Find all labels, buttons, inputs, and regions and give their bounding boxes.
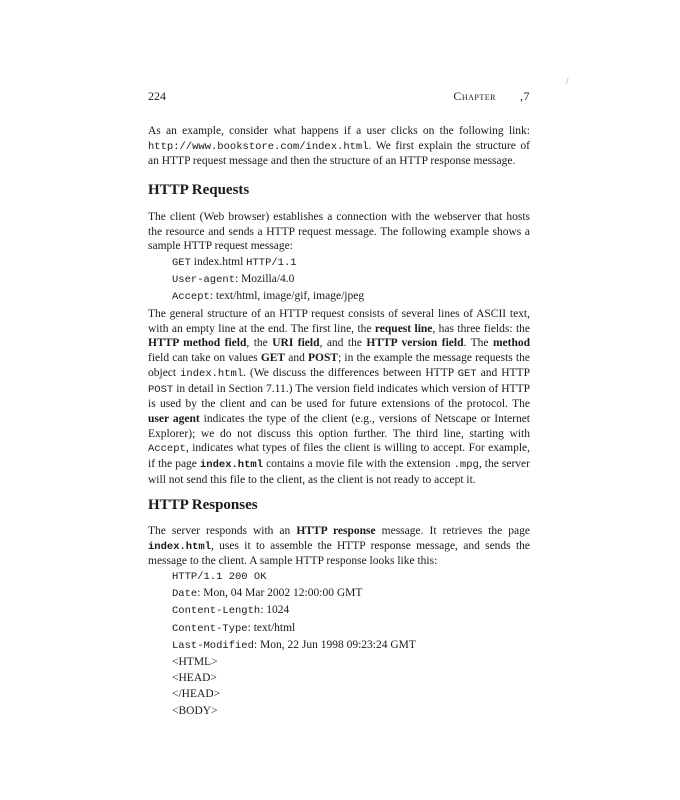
p2-text-aa: contains a movie file with the extension — [263, 458, 454, 471]
intro-paragraph — [148, 124, 530, 169]
code-mpg: .mpg — [453, 459, 479, 472]
chapter-number: ,7 — [520, 89, 530, 103]
last-modified-key: Last-Modified — [172, 639, 254, 652]
p2-text-e: , the — [246, 337, 273, 350]
responses-intro-paragraph — [148, 524, 530, 569]
p2-text-w: indicates the type of the client (e.g., versions of Netscape or Internet Explorer); we do not discuss this option further. The third line, starting with — [148, 412, 531, 440]
intro-text-1: As an example, consider what happens if a user clicks on the following link: — [148, 125, 530, 137]
last-modified-value: : Mon, 22 Jun 1998 09:23:24 GMT — [253, 638, 416, 651]
accept-key: Accept — [172, 291, 210, 304]
user-agent-key: User-agent — [172, 274, 236, 287]
p2-text-k: field can take on values — [148, 352, 261, 365]
term-method: method — [492, 337, 531, 350]
request-path: index.html — [190, 256, 247, 268]
p2-text-s: and HTTP — [476, 366, 530, 379]
p2-text-ac: , the server will not send this file to the client, as the client is not ready to accept it. — [148, 458, 530, 486]
head-open-tag: <HEAD> — [172, 672, 217, 685]
body-open-tag: <BODY> — [172, 704, 218, 717]
resp-text-c: message. It retrieves the page — [375, 525, 530, 537]
page-number: 224 — [148, 89, 166, 103]
p2-text-c: , has three fields: the — [432, 322, 530, 335]
response-status-line: HTTP/1.1 200 OK — [172, 571, 267, 583]
chapter-label — [453, 88, 530, 104]
p2-text-y: , indicates what types of files the client is willing to accept. For example, if the page — [148, 442, 530, 471]
p2-text-g: , and the — [319, 337, 367, 350]
p2-text-u: in detail in Section 7.11.) The version field indicates which version of HTTP is used by the client and can be used for future extensions of the protocol. The — [148, 382, 530, 411]
resp-text-a: The server responds with an — [148, 525, 297, 537]
last-modified-line — [172, 637, 512, 654]
section-heading-requests: HTTP Requests — [148, 182, 250, 198]
user-agent-value: : Mozilla/4.0 — [235, 273, 295, 286]
accept-line — [172, 288, 512, 305]
code-accept: Accept — [148, 443, 186, 456]
p2-text-m: and — [285, 352, 309, 365]
p2-text-i: . The — [463, 337, 493, 350]
content-length-key: Content-Length — [172, 605, 261, 618]
requests-intro-text: The client (Web browser) establishes a connection with the webserver that hosts the resource and sends a HTTP request message. The following example shows a sample HTTP request message: — [148, 211, 530, 253]
term-http-version-field: HTTP version field — [366, 337, 464, 350]
date-line — [172, 585, 512, 602]
content-length-line — [172, 602, 512, 619]
accept-value: : text/html, image/gif, image/jpeg — [209, 290, 365, 303]
example-link: http://www.bookstore.com/index.html — [148, 140, 369, 153]
date-value: : Mon, 04 Mar 2002 12:00:00 GMT — [197, 587, 363, 600]
p2-text-o: ; in the example the message requests the object — [148, 352, 530, 379]
request-version: HTTP/1.1 — [246, 257, 297, 269]
content-type-line — [172, 620, 512, 637]
request-method: GET — [172, 257, 191, 269]
term-http-response: HTTP response — [296, 525, 376, 537]
term-user-agent: user agent — [148, 412, 200, 425]
p2-text-a: The general structure of an HTTP request consists of several lines of ASCII text, with an empty line at the end. The first line, the — [148, 308, 530, 335]
request-structure-paragraph — [148, 307, 530, 487]
requests-intro-paragraph — [148, 210, 530, 254]
user-agent-line — [172, 271, 512, 288]
term-get: GET — [260, 352, 286, 365]
term-post: POST — [308, 352, 339, 365]
p2-text-q: . (We discuss the differences between HTTP — [243, 366, 458, 379]
http-request-example — [172, 254, 512, 306]
resp-text-e: , uses it to assemble the HTTP response message, and sends the message to the client. A sample HTTP response looks like this: — [148, 539, 530, 568]
head-close-tag: </HEAD> — [172, 688, 221, 701]
term-uri-field: URI field — [272, 337, 320, 350]
code-get: GET — [457, 367, 477, 380]
code-post: POST — [148, 383, 174, 396]
term-request-line: request line — [374, 322, 433, 335]
http-response-example — [172, 569, 512, 719]
code-index-html-response: index.html — [148, 540, 212, 553]
code-index-html-bold: index.html — [199, 459, 263, 472]
term-http-method-field: HTTP method field — [148, 337, 247, 350]
intro-text-2: . We first explain the structure of an HTTP request message and then the structure of an HTTP response message. — [148, 139, 530, 168]
html-open-tag: <HTML> — [172, 656, 218, 669]
chapter-word: Chapter — [453, 89, 496, 103]
stray-mark: / — [566, 76, 569, 86]
code-index-html: index.html — [180, 367, 244, 380]
content-type-value: : text/html — [247, 621, 296, 634]
date-key: Date — [172, 588, 198, 601]
request-line — [172, 254, 512, 271]
content-type-key: Content-Type — [172, 622, 248, 635]
section-heading-responses: HTTP Responses — [148, 497, 258, 513]
content-length-value: : 1024 — [260, 604, 290, 617]
